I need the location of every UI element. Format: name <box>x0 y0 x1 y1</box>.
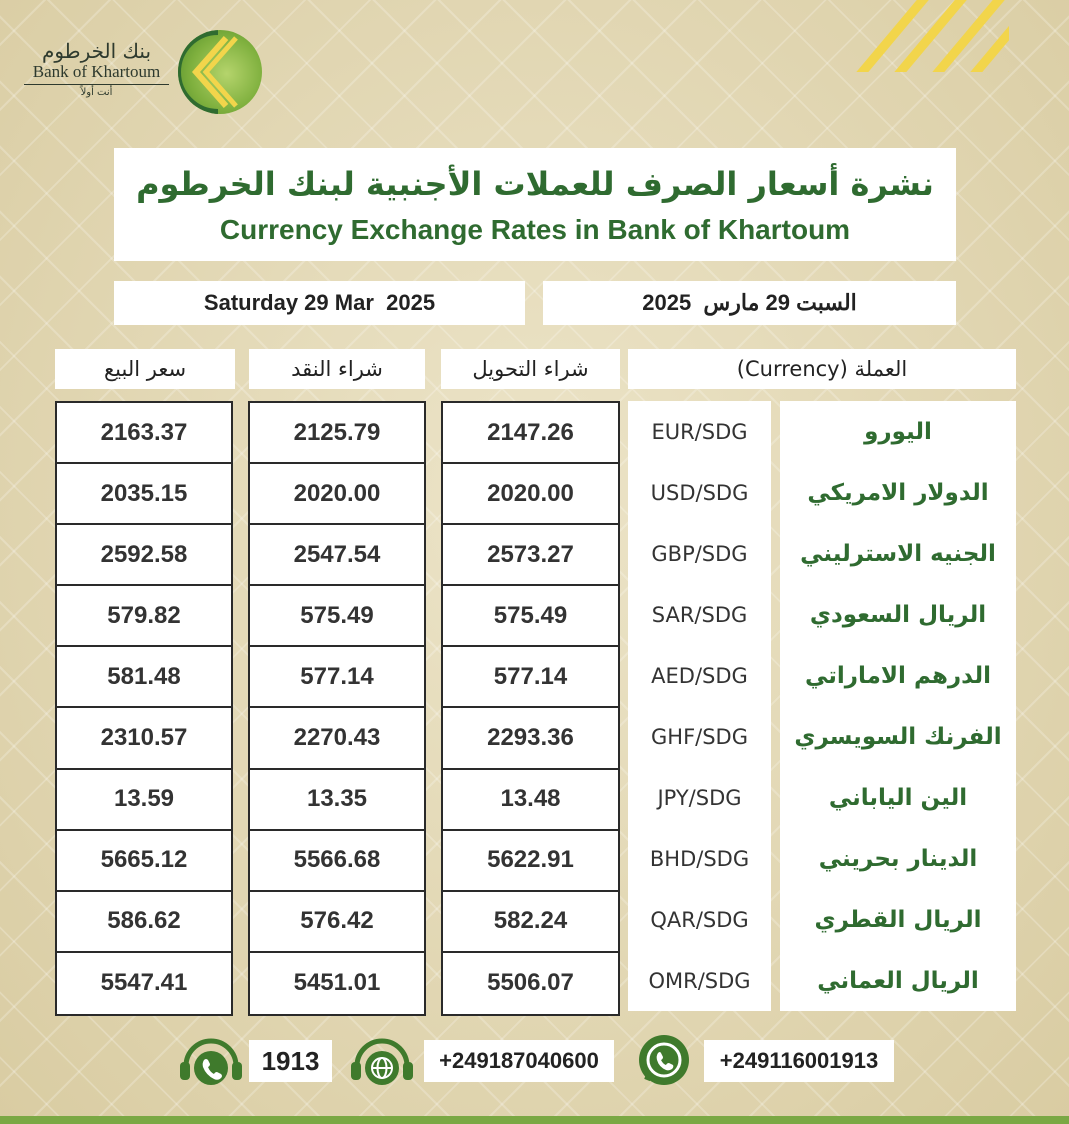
phone-number[interactable]: +249187040600 <box>424 1040 614 1082</box>
sell-rate: 2310.57 <box>57 708 231 769</box>
sell-rate: 5547.41 <box>100 969 188 997</box>
sell-rate: 2163.37 <box>57 403 231 464</box>
currency-name: الريال العماني <box>817 967 979 994</box>
bank-name-english: Bank of Khartoum <box>24 62 169 85</box>
headset-phone-icon <box>178 1032 238 1092</box>
header-cash-buy: شراء النقد <box>249 349 425 389</box>
currency-code-column <box>628 401 771 1011</box>
sell-rate: 5665.12 <box>57 831 231 892</box>
currency-code: SAR/SDG <box>651 602 748 627</box>
cash-buy-rate: 577.14 <box>250 647 424 708</box>
currency-name: الدولار الامريكي <box>807 479 989 506</box>
bank-logo-text <box>24 40 169 101</box>
cash-buy-rate: 5451.01 <box>293 969 381 997</box>
header-sell: سعر البيع <box>55 349 235 389</box>
currency-code: USD/SDG <box>650 480 749 505</box>
cash-buy-rate: 2125.79 <box>250 403 424 464</box>
cash-buy-rate: 5566.68 <box>250 831 424 892</box>
cash-buy-column <box>248 401 426 1016</box>
currency-code: GBP/SDG <box>651 541 748 566</box>
header-currency: العملة (Currency) <box>628 349 1016 389</box>
currency-name: الفرنك السويسري <box>794 723 1002 750</box>
cash-buy-rate: 576.42 <box>250 892 424 953</box>
headset-globe-icon <box>349 1032 409 1092</box>
cash-buy-rate: 2270.43 <box>250 708 424 769</box>
currency-name: الريال السعودي <box>809 601 987 628</box>
sell-column <box>55 401 233 1016</box>
bank-tagline: أنت أولاً <box>80 87 113 98</box>
currency-code: OMR/SDG <box>648 968 751 993</box>
transfer-buy-rate: 2573.27 <box>443 525 618 586</box>
transfer-buy-column <box>441 401 620 1016</box>
currency-code: QAR/SDG <box>650 907 749 932</box>
title-english: Currency Exchange Rates in Bank of Khartoum <box>219 214 851 245</box>
bank-name-arabic: بنك الخرطوم <box>41 39 152 63</box>
transfer-buy-rate: 5622.91 <box>443 831 618 892</box>
transfer-buy-rate: 13.48 <box>443 770 618 831</box>
currency-name: الدرهم الاماراتي <box>805 662 991 689</box>
cash-buy-rate: 575.49 <box>250 586 424 647</box>
currency-name: الدينار بحريني <box>818 845 978 872</box>
currency-code: GHF/SDG <box>651 724 748 749</box>
currency-code: EUR/SDG <box>651 419 748 444</box>
sell-rate: 581.48 <box>57 647 231 708</box>
cash-buy-rate: 2020.00 <box>250 464 424 525</box>
whatsapp-icon <box>633 1032 693 1092</box>
transfer-buy-rate: 5506.07 <box>487 969 574 997</box>
sell-rate: 586.62 <box>57 892 231 953</box>
currency-name: الريال القطري <box>814 906 982 933</box>
date-arabic: السبت 29 مارس 2025 <box>543 281 956 325</box>
currency-name: الين الياباني <box>828 784 968 811</box>
title-arabic: نشرة أسعار الصرف للعملات الأجنبية لبنك الخرطوم <box>136 165 934 203</box>
sell-rate: 13.59 <box>57 770 231 831</box>
transfer-buy-rate: 577.14 <box>443 647 618 708</box>
currency-name-column <box>780 401 1016 1011</box>
currency-code: AED/SDG <box>651 663 748 688</box>
decorative-stripes <box>839 0 1009 72</box>
bank-logo-icon <box>178 30 262 114</box>
transfer-buy-rate: 582.24 <box>443 892 618 953</box>
sell-rate: 579.82 <box>57 586 231 647</box>
title-panel <box>114 148 956 261</box>
currency-name: اليورو <box>864 418 932 445</box>
call-center-number[interactable]: 1913 <box>249 1040 332 1082</box>
sell-rate: 2592.58 <box>57 525 231 586</box>
transfer-buy-rate: 2147.26 <box>443 403 618 464</box>
currency-code: JPY/SDG <box>657 785 742 810</box>
header-transfer-buy: شراء التحويل <box>441 349 620 389</box>
date-english: Saturday 29 Mar 2025 <box>114 281 525 325</box>
sell-rate: 2035.15 <box>57 464 231 525</box>
currency-name: الجنيه الاسترليني <box>800 540 996 567</box>
transfer-buy-rate: 2293.36 <box>443 708 618 769</box>
transfer-buy-rate: 575.49 <box>443 586 618 647</box>
whatsapp-number[interactable]: +249116001913 <box>704 1040 894 1082</box>
bottom-accent-bar <box>0 1116 1069 1124</box>
transfer-buy-rate: 2020.00 <box>443 464 618 525</box>
currency-code: BHD/SDG <box>649 846 750 871</box>
cash-buy-rate: 13.35 <box>250 770 424 831</box>
cash-buy-rate: 2547.54 <box>250 525 424 586</box>
